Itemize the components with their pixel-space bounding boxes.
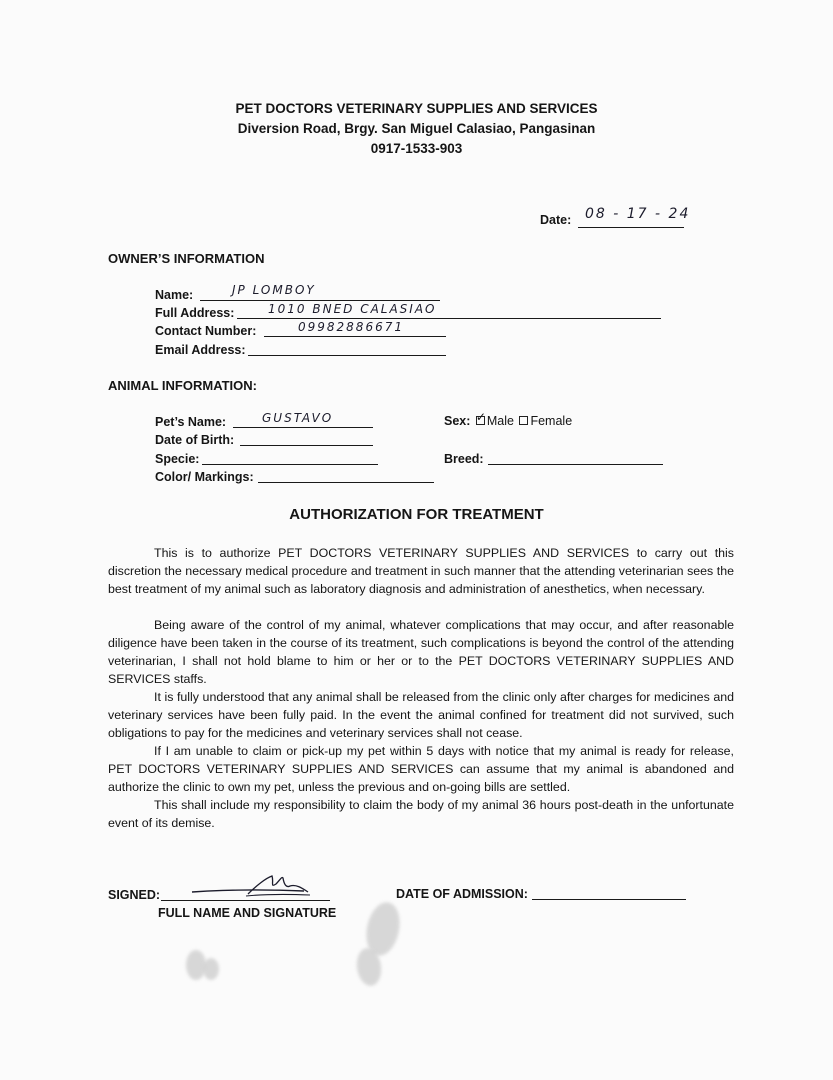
owner-email-label: Email Address: — [155, 343, 246, 357]
sex-label: Sex: — [444, 414, 471, 428]
business-phone: 0917-1533-903 — [370, 141, 463, 156]
owner-address-line — [237, 318, 661, 319]
pet-name-label: Pet’s Name: — [155, 415, 227, 429]
female-checkbox[interactable] — [519, 416, 528, 425]
signature-caption: FULL NAME AND SIGNATURE — [158, 906, 337, 920]
signed-label: SIGNED: — [108, 888, 161, 902]
color-markings-line[interactable] — [258, 482, 434, 483]
specie-label: Specie: — [155, 452, 200, 466]
owner-contact-value[interactable]: 09982886671 — [298, 320, 404, 334]
business-address: Diversion Road, Brgy. San Miguel Calasiao, Pangasinan — [237, 121, 596, 136]
female-option-label: Female — [530, 414, 573, 428]
authorization-paragraph-5: This shall include my responsibility to claim the body of my animal 36 hours post-death in the unfortunate event of its demise. — [108, 798, 734, 830]
date-of-admission-label: DATE OF ADMISSION: — [396, 887, 528, 901]
handwritten-signature — [186, 872, 316, 902]
authorization-paragraph-4: If I am unable to claim or pick-up my pet within 5 days with notice that my animal is ready for release, PET DOCTORS VETERINARY SUPPLIES AND SERVICES can assume that my animal is abandoned and authorize the clinic to own my pet, unless the previous and on-going bills are settled. — [108, 744, 734, 794]
date-label: Date: — [540, 213, 572, 227]
owner-contact-line — [264, 336, 446, 337]
owner-name-label: Name: — [155, 288, 194, 302]
owner-section-title: OWNER’S INFORMATION — [108, 251, 265, 266]
paper-smudge — [203, 958, 219, 980]
date-value[interactable]: 08 - 17 - 24 — [585, 206, 691, 222]
animal-section-title: ANIMAL INFORMATION: — [108, 378, 257, 393]
authorization-paragraph-1: This is to authorize PET DOCTORS VETERINARY SUPPLIES AND SERVICES to carry out this discretion the necessary medical procedure and treatment in such manner that the attending veterinarian sees the best treatment of my animal such as laboratory diagnosis and administration of anesthetics, when necessary. — [108, 546, 734, 596]
authorization-paragraph-3: It is fully understood that any animal shall be released from the clinic only after charges for medicines and veterinary services have been fully paid. In the event the animal confined for treatment did not survived, such obligations to pay for the medicines and veterinary services shall not cease. — [108, 690, 734, 740]
owner-name-line — [200, 300, 440, 301]
dob-label: Date of Birth: — [155, 433, 235, 447]
date-line — [578, 227, 684, 228]
breed-label: Breed: — [444, 452, 484, 466]
dob-line[interactable] — [240, 445, 373, 446]
male-checkbox[interactable]: ✓ — [475, 410, 486, 425]
male-option-label: Male — [486, 414, 514, 428]
owner-address-value[interactable]: 1010 BNED CALASIAO — [268, 302, 437, 316]
authorization-title: AUTHORIZATION FOR TREATMENT — [289, 506, 544, 523]
pet-name-line — [233, 427, 373, 428]
owner-contact-label: Contact Number: — [155, 324, 257, 338]
date-of-admission-line[interactable] — [532, 899, 686, 900]
sex-field — [444, 410, 573, 428]
pet-name-value[interactable]: GUSTAVO — [262, 411, 334, 425]
specie-line[interactable] — [202, 464, 378, 465]
authorization-paragraph-2: Being aware of the control of my animal, whatever complications that may occur, and after reasonable diligence have been taken in the course of its treatment, such complications is beyond the control of the attending veterinarian, I shall not hold blame to him or her or to the PET DOCTORS VETERINARY SUPPLIES AND SERVICES staffs. — [108, 618, 734, 686]
owner-address-label: Full Address: — [155, 306, 235, 320]
business-name: PET DOCTORS VETERINARY SUPPLIES AND SERVICES — [235, 101, 598, 116]
owner-email-line[interactable] — [248, 355, 446, 356]
breed-line[interactable] — [488, 464, 663, 465]
owner-name-value[interactable]: JP LOMBOY — [232, 283, 316, 297]
color-markings-label: Color/ Markings: — [155, 470, 254, 484]
